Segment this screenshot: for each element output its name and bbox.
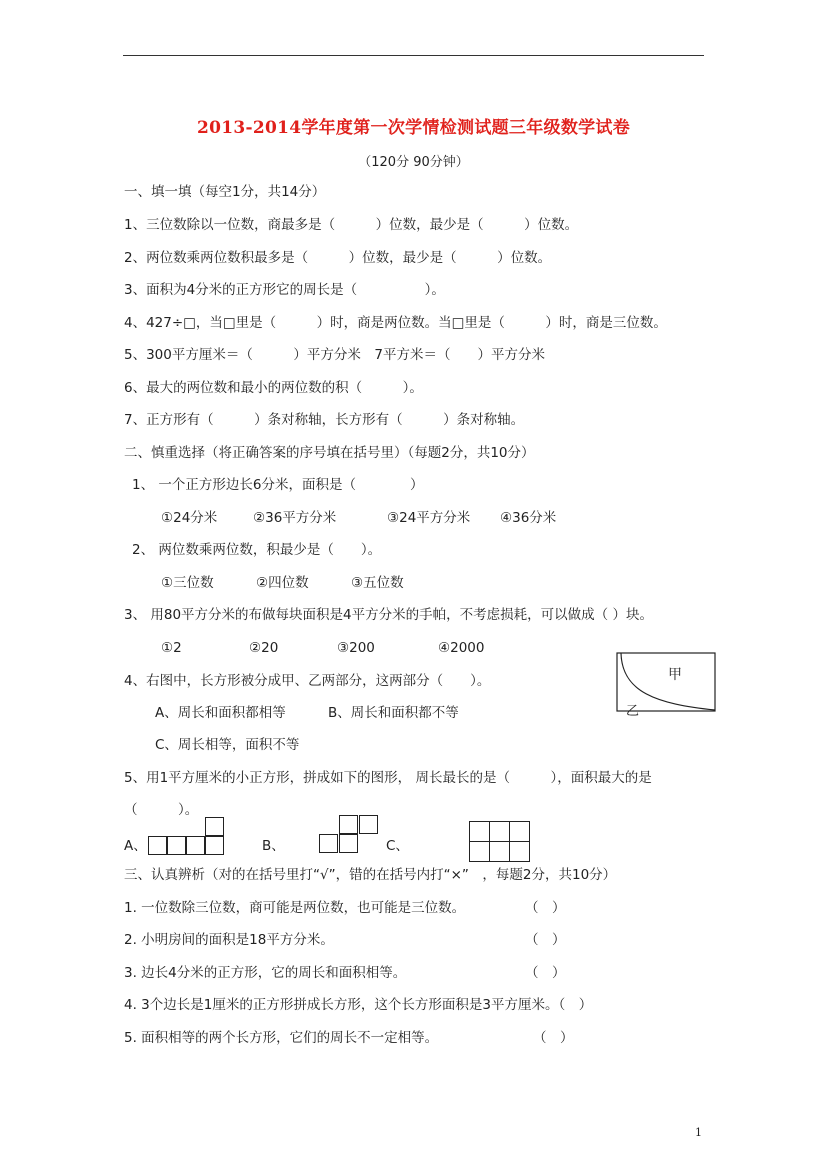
s2-q2-option: ①三位数 (161, 575, 214, 591)
s1-item-2: 2、两位数乘两位数积最多是（ ）位数，最少是（ ）位数。 (124, 250, 552, 266)
unit-square (359, 815, 378, 834)
s2-q5-stem-cont: （ ）。 (124, 802, 199, 818)
s1-item-6: 6、最大的两位数和最小的两位数的积（ ）。 (124, 380, 423, 396)
unit-square (205, 817, 224, 836)
page-subtitle: （120分 90分钟） (358, 155, 469, 170)
s1-item-4: 4、427÷□，当□里是（ ）时，商是两位数。当□里是（ ）时，商是三位数。 (124, 315, 667, 331)
s2-q4-option: A、周长和面积都相等 (155, 705, 286, 721)
s1-item-5: 5、300平方厘米＝（ ）平方分米 7平方米＝（ ）平方分米 (124, 347, 545, 363)
s2-q4-option: B、周长和面积都不等 (328, 705, 459, 721)
s3-item-2-bracket: （ ） (525, 932, 566, 948)
section3-heading: 三、认真辨析（对的在括号里打“√”，错的在括号内打“×” ，每题2分，共10分） (124, 867, 617, 883)
s2-q4-option: C、周长相等，面积不等 (155, 737, 300, 753)
page-number: 1 (695, 1126, 702, 1139)
unit-square (167, 836, 186, 855)
shape-a (148, 817, 228, 857)
unit-square (339, 834, 358, 853)
s3-item-3: 3. 边长4分米的正方形，它的周长和面积相等。 (124, 965, 407, 981)
s2-q4-stem: 4、右图中，长方形被分成甲、乙两部分，这两部分（ ）。 (124, 673, 491, 689)
split-rectangle-figure (616, 652, 718, 716)
shape-a-label: A、 (124, 838, 147, 854)
region-label-jia: 甲 (668, 667, 682, 683)
s2-q2-stem: 2、 两位数乘两位数，积最少是（ ）。 (132, 542, 382, 558)
unit-square (489, 841, 510, 862)
s2-q2-option: ③五位数 (351, 575, 404, 591)
shape-b-label: B、 (262, 838, 285, 854)
unit-square (148, 836, 167, 855)
section2-heading: 二、慎重选择（将正确答案的序号填在括号里）（每题2分，共10分） (124, 445, 535, 461)
unit-square (489, 821, 510, 842)
section1-heading: 一、填一填（每空1分，共14分） (124, 184, 326, 200)
s3-item-2: 2. 小明房间的面积是18平方分米。 (124, 932, 334, 948)
s3-item-3-bracket: （ ） (525, 965, 566, 981)
s3-item-5: 5. 面积相等的两个长方形，它们的周长不一定相等。 (124, 1030, 439, 1046)
unit-square (469, 821, 490, 842)
region-label-yi: 乙 (626, 704, 640, 716)
s3-item-4: 4. 3个边长是1厘米的正方形拼成长方形，这个长方形面积是3平方厘米。（ ） (124, 997, 593, 1013)
s2-q1-option: ②36平方分米 (253, 510, 337, 526)
unit-square (186, 836, 205, 855)
page-title: 2013-2014学年度第一次学情检测试题三年级数学试卷 (196, 118, 631, 138)
shape-c-label: C、 (386, 838, 409, 854)
s2-q1-option: ③24平方分米 (387, 510, 471, 526)
s1-item-1: 1、三位数除以一位数，商最多是（ ）位数，最少是（ ）位数。 (124, 217, 579, 233)
s2-q1-stem: 1、 一个正方形边长6分米，面积是（ ） (132, 477, 424, 493)
s2-q2-option: ②四位数 (256, 575, 309, 591)
unit-square (339, 815, 358, 834)
unit-square (319, 834, 338, 853)
s2-q3-stem: 3、 用80平方分米的布做每块面积是4平方分米的手帕，不考虑损耗，可以做成（ ）块。 (124, 607, 653, 623)
header-rule (123, 55, 704, 56)
unit-square (509, 821, 530, 842)
s2-q3-option: ②20 (249, 640, 279, 656)
s2-q3-option: ④2000 (438, 640, 485, 656)
s2-q1-option: ④36分米 (500, 510, 557, 526)
s2-q1-option: ①24分米 (161, 510, 218, 526)
unit-square (469, 841, 490, 862)
s3-item-1-bracket: （ ） (525, 900, 566, 916)
shape-c (469, 821, 531, 863)
unit-square (509, 841, 530, 862)
shape-b (319, 815, 381, 857)
s2-q5-stem: 5、用1平方厘米的小正方形，拼成如下的图形， 周长最长的是（ ），面积最大的是 (124, 770, 652, 786)
s1-item-7: 7、正方形有（ ）条对称轴，长方形有（ ）条对称轴。 (124, 412, 525, 428)
s2-q3-option: ①2 (161, 640, 182, 656)
s2-q3-option: ③200 (337, 640, 375, 656)
unit-square (205, 836, 224, 855)
s1-item-3: 3、面积为4分米的正方形它的周长是（ ）。 (124, 282, 445, 298)
s3-item-5-bracket: （ ） (533, 1030, 574, 1046)
s3-item-1: 1. 一位数除三位数，商可能是两位数，也可能是三位数。 (124, 900, 466, 916)
